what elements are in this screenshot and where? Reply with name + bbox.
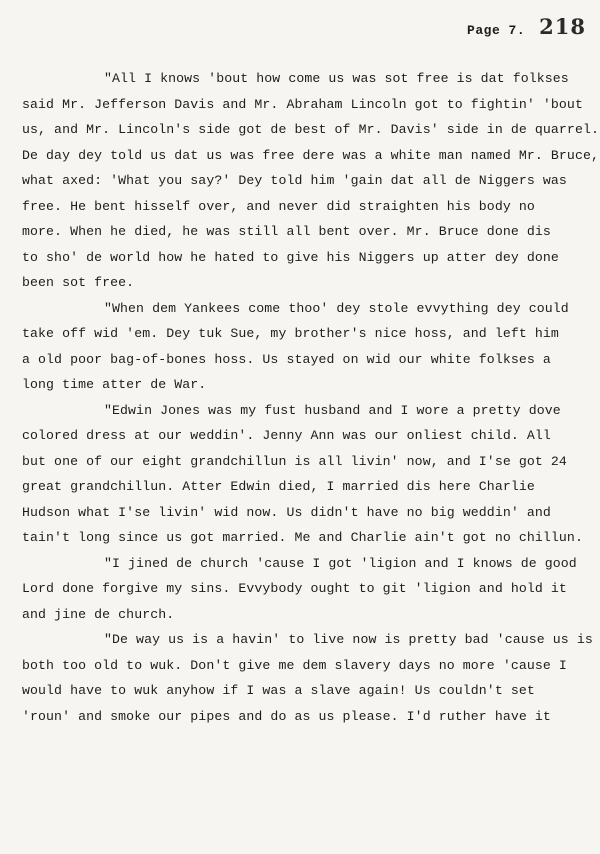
text-line: been sot free. xyxy=(22,275,135,290)
text-line: Hudson what I'se livin' wid now. Us didn't have no big weddin' and xyxy=(22,504,551,520)
paragraph xyxy=(22,627,593,729)
text-line: "I jined de church 'cause I got 'ligion and I knows de good xyxy=(104,555,577,571)
paragraph xyxy=(22,551,590,628)
text-line: "Edwin Jones was my fust husband and I wore a pretty dove xyxy=(104,402,561,418)
text-line: Lord done forgive my sins. Evvybody ought to git 'ligion and hold it xyxy=(22,581,567,596)
text-line: 'roun' and smoke our pipes and do as us please. I'd ruther have it xyxy=(22,708,551,724)
text-line: great grandchillun. Atter Edwin died, I married dis here Charlie xyxy=(22,479,535,494)
text-line: colored dress at our weddin'. Jenny Ann was our onliest child. All xyxy=(22,428,551,443)
text-line: "When dem Yankees come thoo' dey stole evvything dey could xyxy=(104,300,569,316)
text-line: more. When he died, he was still all bent over. Mr. Bruce done dis xyxy=(22,224,551,239)
document-body xyxy=(22,66,599,729)
text-line: a old poor bag-of-bones hoss. Us stayed on wid our white folkses a xyxy=(22,351,551,367)
text-line: free. He bent hisself over, and never did straighten his body no xyxy=(22,198,535,214)
page-number: 218 xyxy=(539,14,586,39)
text-line: "De way us is a havin' to live now is pretty bad 'cause us is xyxy=(104,632,593,647)
paragraph xyxy=(22,398,590,551)
text-line: "All I knows 'bout how come us was sot free is dat folkses xyxy=(104,71,569,86)
text-line: said Mr. Jefferson Davis and Mr. Abraham Lincoln got to fightin' 'bout xyxy=(22,96,583,112)
text-line: would have to wuk anyhow if I was a slave again! Us couldn't set xyxy=(22,683,535,698)
page-header xyxy=(467,14,586,39)
text-line: tain't long since us got married. Me and Charlie ain't got no chillun. xyxy=(22,530,583,545)
page-label: Page 7. xyxy=(467,23,526,38)
text-line: long time atter de War. xyxy=(22,377,207,392)
text-line: both too old to wuk. Don't give me dem slavery days no more 'cause I xyxy=(22,657,567,673)
paragraph xyxy=(22,66,599,296)
text-line: but one of our eight grandchillun is all livin' now, and I'se got 24 xyxy=(22,453,567,469)
text-line: to sho' de world how he hated to give his Niggers up atter dey done xyxy=(22,249,559,265)
text-line: what axed: 'What you say?' Dey told him 'gain dat all de Niggers was xyxy=(22,173,567,188)
paragraph xyxy=(22,296,590,398)
text-line: us, and Mr. Lincoln's side got de best of Mr. Davis' side in de quarrel. xyxy=(22,122,599,137)
text-line: take off wid 'em. Dey tuk Sue, my brother's nice hoss, and left him xyxy=(22,326,559,341)
text-line: and jine de church. xyxy=(22,606,175,622)
text-line: De day dey told us dat us was free dere was a white man named Mr. Bruce, xyxy=(22,147,599,163)
